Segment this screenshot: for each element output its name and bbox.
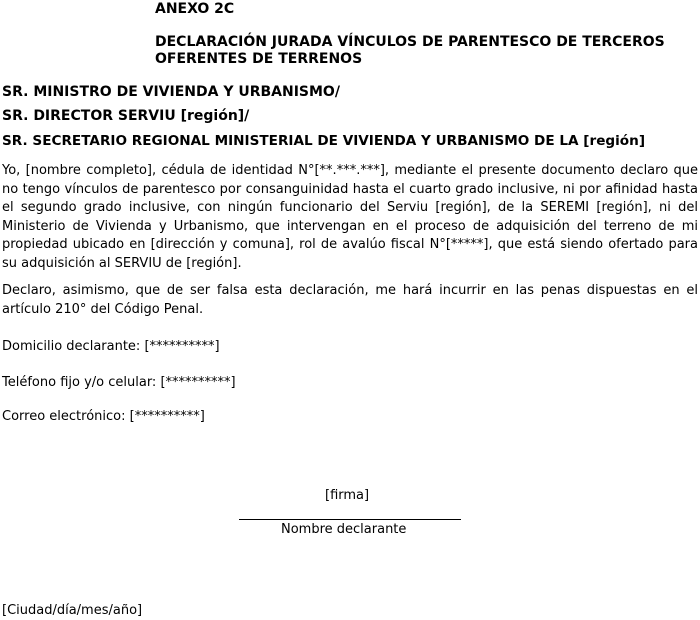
- addressee-minister: SR. MINISTRO DE VIVIENDA Y URBANISMO/: [2, 84, 340, 100]
- document-title-line-2: OFERENTES DE TERRENOS: [155, 51, 363, 67]
- telefono-field: Teléfono fijo y/o celular: [**********]: [2, 375, 236, 390]
- place-date-placeholder: [Ciudad/día/mes/año]: [2, 603, 143, 618]
- declarant-name-label: Nombre declarante: [281, 522, 407, 537]
- addressee-director-serviu: SR. DIRECTOR SERVIU [región]/: [2, 108, 250, 124]
- correo-field: Correo electrónico: [**********]: [2, 409, 205, 424]
- document-title-line-1: DECLARACIÓN JURADA VÍNCULOS DE PARENTESCO DE TERCEROS: [155, 34, 665, 50]
- annex-label: ANEXO 2C: [155, 1, 235, 17]
- domicilio-field: Domicilio declarante: [**********]: [2, 339, 220, 354]
- signature-line: [239, 519, 461, 520]
- signature-placeholder: [firma]: [325, 488, 370, 503]
- penalty-paragraph: Declaro, asimismo, que de ser falsa esta declaración, me hará incurrir en las penas dispuestas en el artículo 210° del Código Penal.: [2, 283, 698, 317]
- document-title: [155, 34, 700, 68]
- declaration-paragraph: Yo, [nombre completo], cédula de identidad N°[**.***.***], mediante el presente documento declaro que no tengo vínculos de parentesco por consanguinidad hasta el cuarto grado inclusive, ni por afinidad hasta el segundo grado inclusive, con ningún funcionario del Serviu [región], de la SEREMI [región], ni del Ministerio de Vivienda y Urbanismo, que intervengan en el proceso de adquisición del terreno de mi propiedad ubicado en [dirección y comuna], rol de avalúo fiscal N°[*****], que está siendo ofertado para su adquisición al SERVIU de [región].: [2, 163, 698, 271]
- addressee-regional-secretary: SR. SECRETARIO REGIONAL MINISTERIAL DE VIVIENDA Y URBANISMO DE LA [región]: [2, 133, 646, 149]
